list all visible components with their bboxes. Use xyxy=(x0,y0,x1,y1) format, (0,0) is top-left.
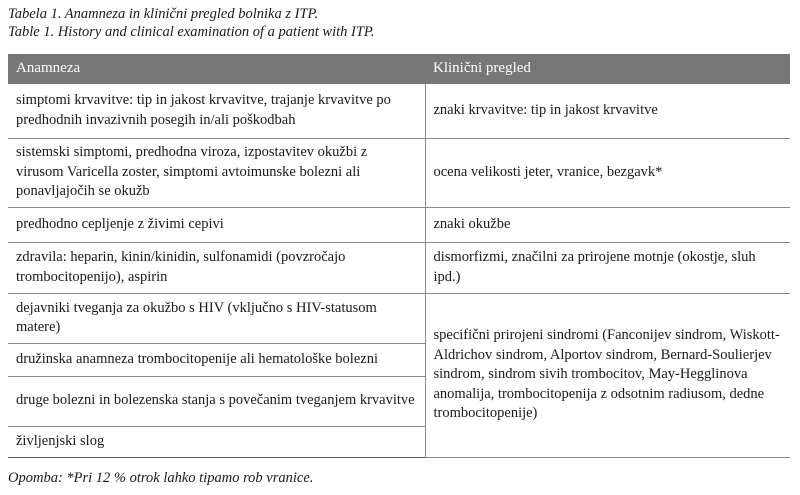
history-cell: življenjski slog xyxy=(8,426,425,457)
table-row xyxy=(8,242,790,293)
history-examination-table xyxy=(8,54,790,458)
exam-cell-syndromes: specifični prirojeni sindromi (Fanconijev sindrom, Wiskott-Aldrichov sindrom, Alportov sindrom, Bernard-Soulierjev sindrom, sindrom sivih trombocitov, May-Hegglinova anomalija, trombocitopenija z odsotnim radiusom, dedne trombocitopenije) xyxy=(425,293,790,457)
table-row xyxy=(8,84,790,138)
caption-slovenian: Tabela 1. Anamneza in klinični pregled bolnika z ITP. xyxy=(8,6,319,22)
history-cell: sistemski simptomi, predhodna viroza, izpostavitev okužbi z virusom Varicella zoster, simptomi avtoimunske bolezni ali ponavljajočih se okužb xyxy=(8,138,425,207)
table-row xyxy=(8,293,790,343)
exam-cell: znaki okužbe xyxy=(425,207,790,242)
table-caption xyxy=(8,6,788,41)
history-cell: dejavniki tveganja za okužbo s HIV (vključno s HIV-statusom matere) xyxy=(8,293,425,343)
exam-cell: ocena velikosti jeter, vranice, bezgavk* xyxy=(425,138,790,207)
table-row xyxy=(8,138,790,207)
header-klinicni-pregled: Klinični pregled xyxy=(425,54,790,84)
table-header-row xyxy=(8,54,790,84)
table-footnote: Opomba: *Pri 12 % otrok lahko tipamo rob vranice. xyxy=(8,470,314,486)
history-cell: druge bolezni in bolezenska stanja s povečanim tveganjem krvavitve xyxy=(8,376,425,426)
caption-english: Table 1. History and clinical examination of a patient with ITP. xyxy=(8,23,375,40)
table-row xyxy=(8,207,790,242)
history-cell: družinska anamneza trombocitopenije ali hematološke bolezni xyxy=(8,343,425,376)
header-anamneza: Anamneza xyxy=(8,54,425,84)
history-cell: predhodno cepljenje z živimi cepivi xyxy=(8,207,425,242)
history-cell: zdravila: heparin, kinin/kinidin, sulfonamidi (povzročajo trombocitopenijo), aspirin xyxy=(8,242,425,293)
history-cell: simptomi krvavitve: tip in jakost krvavitve, trajanje krvavitve po predhodnih invazivnih posegih in/ali poškodbah xyxy=(8,84,425,138)
exam-cell: znaki krvavitve: tip in jakost krvavitve xyxy=(425,84,790,138)
exam-cell: dismorfizmi, značilni za prirojene motnje (okostje, sluh ipd.) xyxy=(425,242,790,293)
